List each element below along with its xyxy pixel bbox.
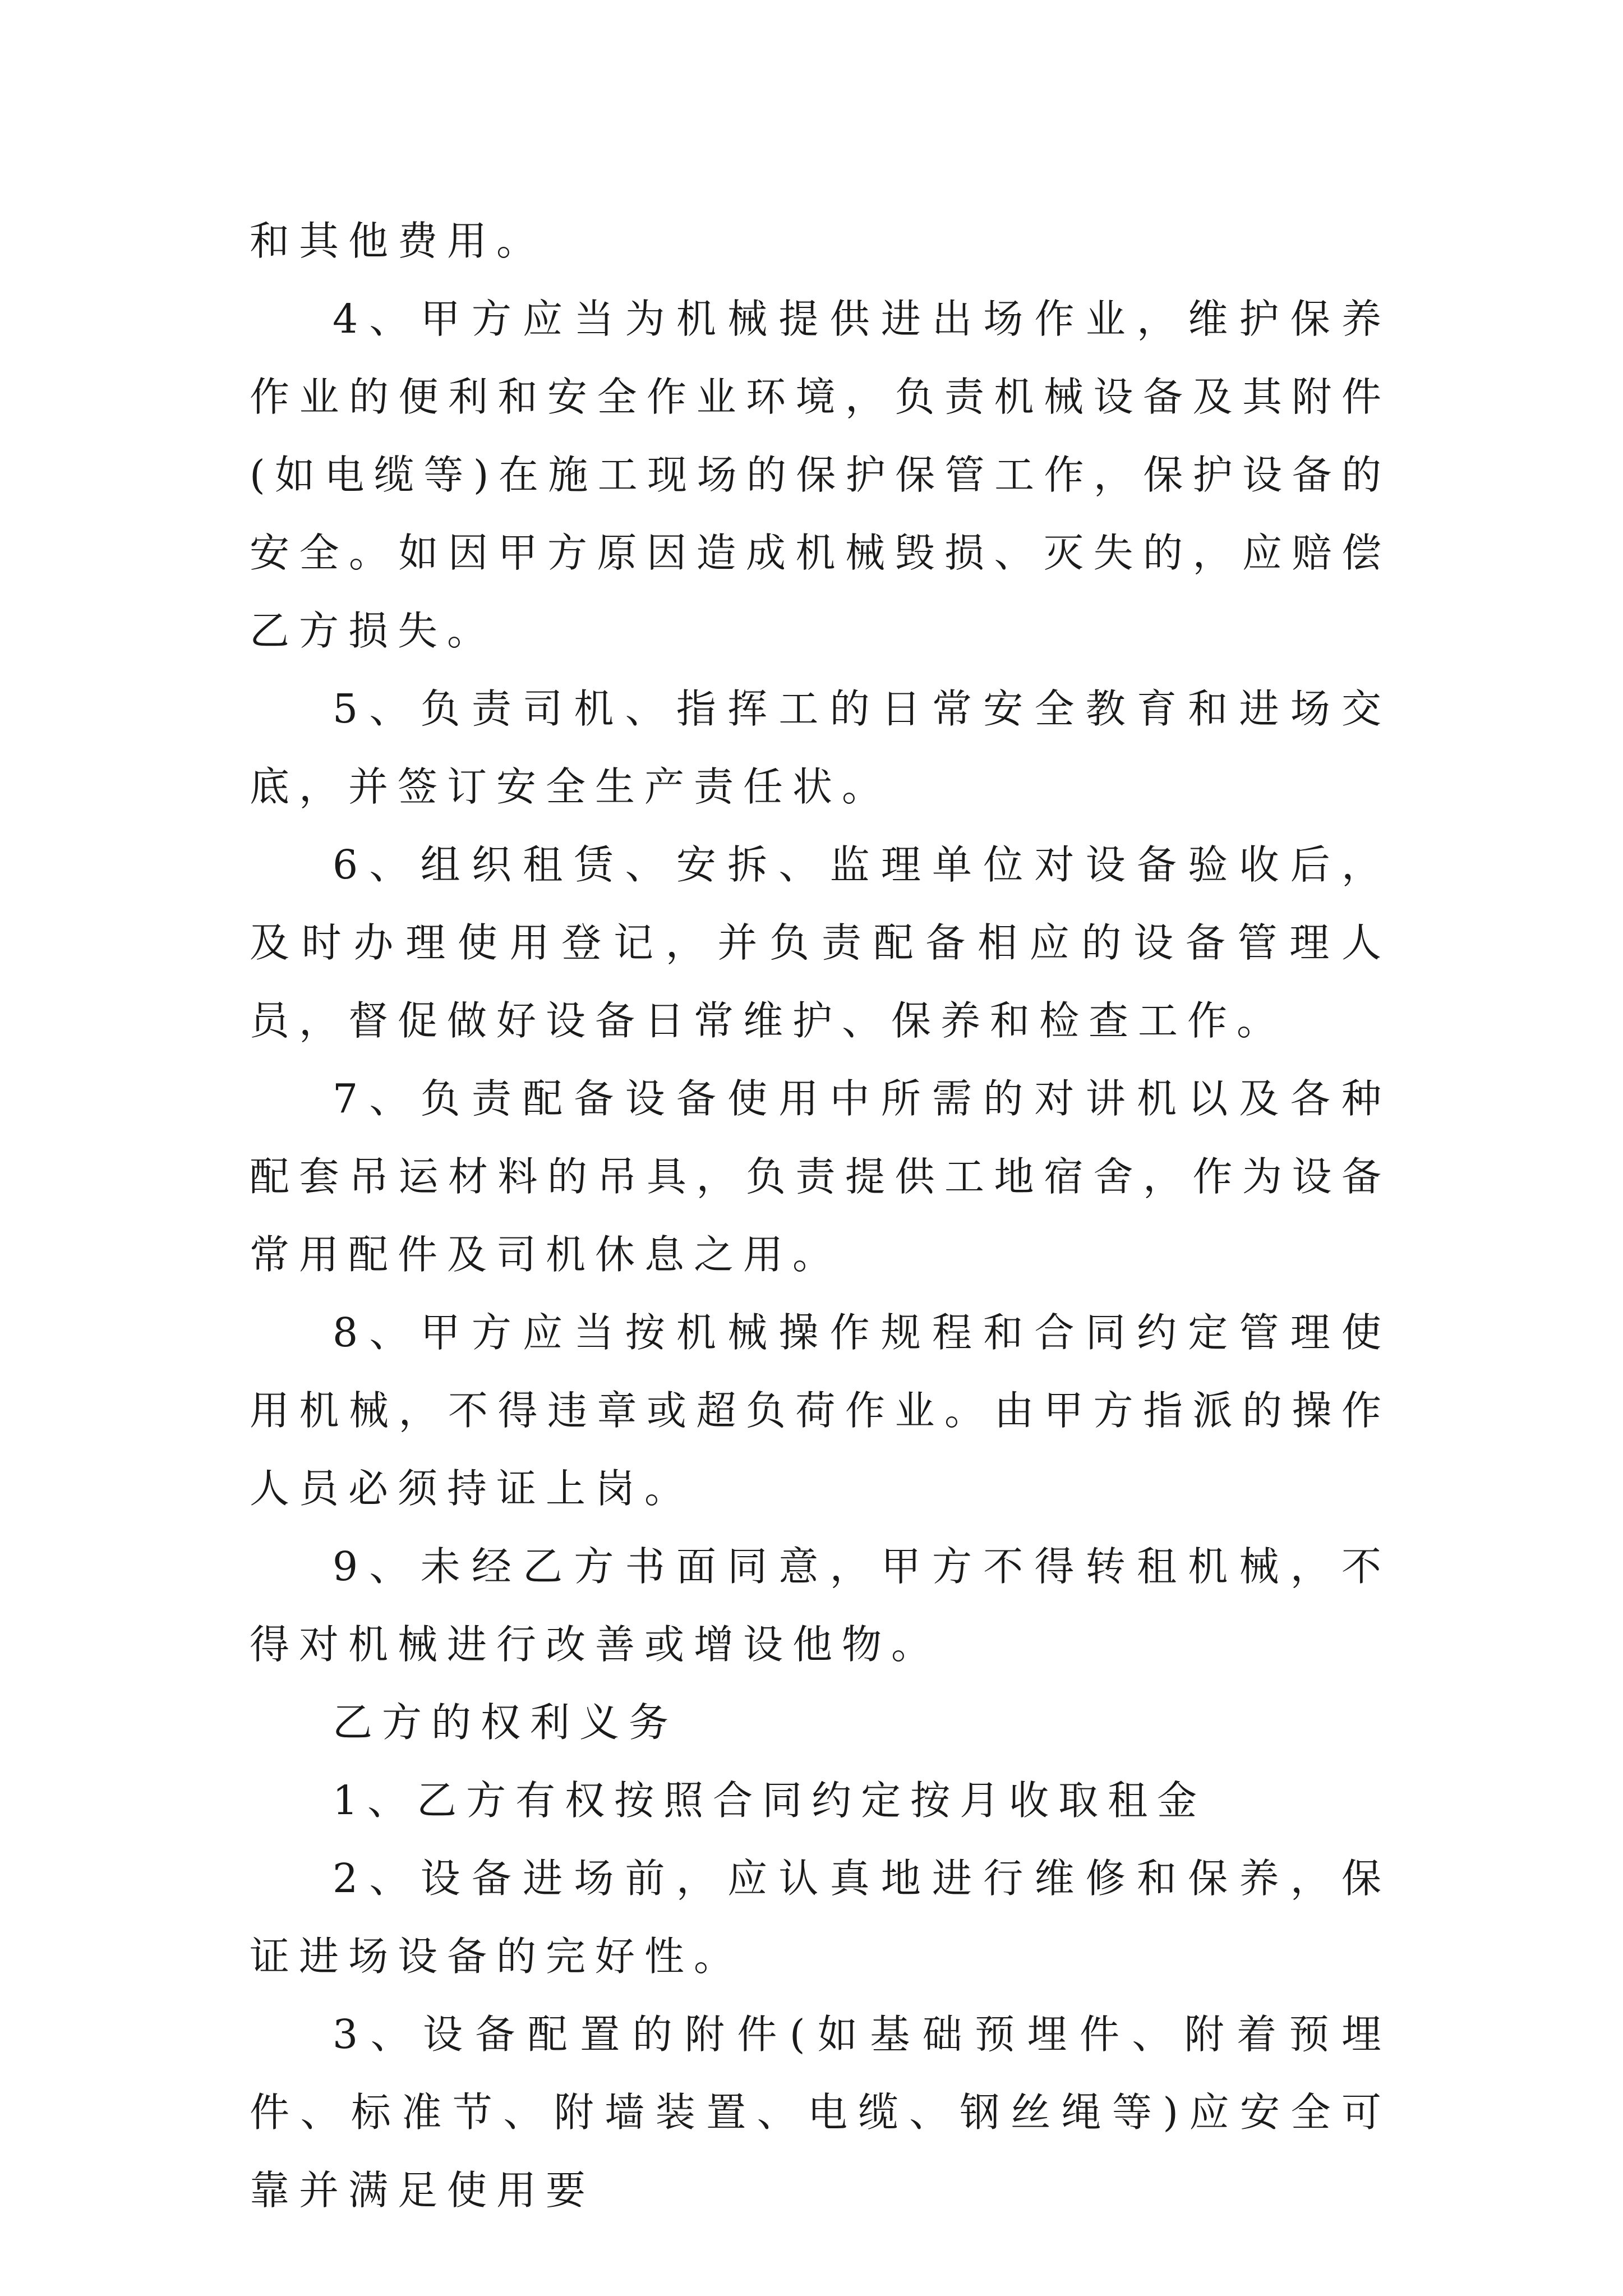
- paragraph-continuation: 和其他费用。: [250, 218, 546, 264]
- paragraph-b-item-2: 2、设备进场前，应认真地进行维修和保养，保证进场设备的完好性。: [250, 1855, 1391, 1980]
- paragraph-item-5: 5、负责司机、指挥工的日常安全教育和进场交底，并签订安全生产责任状。: [250, 685, 1391, 810]
- paragraph-item-4: 4、甲方应当为机械提供进出场作业，维护保养作业的便利和安全作业环境，负责机械设备及其附件(如电缆等)在施工现场的保护保管工作，保护设备的安全。如因甲方原因造成机械毁损、灭失的，应赔偿乙方损失。: [250, 296, 1391, 654]
- paragraph-item-9: 9、未经乙方书面同意，甲方不得转租机械，不得对机械进行改善或增设他物。: [250, 1543, 1391, 1668]
- paragraph-item-8: 8、甲方应当按机械操作规程和合同约定管理使用机械，不得违章或超负荷作业。由甲方指派的操作人员必须持证上岗。: [250, 1309, 1391, 1512]
- paragraph-item-6: 6、组织租赁、安拆、监理单位对设备验收后，及时办理使用登记，并负责配备相应的设备管理人员，督促做好设备日常维护、保养和检查工作。: [250, 841, 1391, 1044]
- document-body: [250, 202, 1391, 2229]
- section-heading: 乙方的权利义务: [333, 1699, 679, 1746]
- paragraph-b-item-1: 1、乙方有权按照合同约定按月收取租金: [333, 1777, 1207, 1824]
- paragraph-b-item-3: 3、设备配置的附件(如基础预埋件、附着预埋件、标准节、附墙装置、电缆、钢丝绳等)应安全可靠并满足使用要: [250, 2011, 1391, 2214]
- paragraph-item-7: 7、负责配备设备使用中所需的对讲机以及各种配套吊运材料的吊具，负责提供工地宿舍，作为设备常用配件及司机休息之用。: [250, 1075, 1391, 1278]
